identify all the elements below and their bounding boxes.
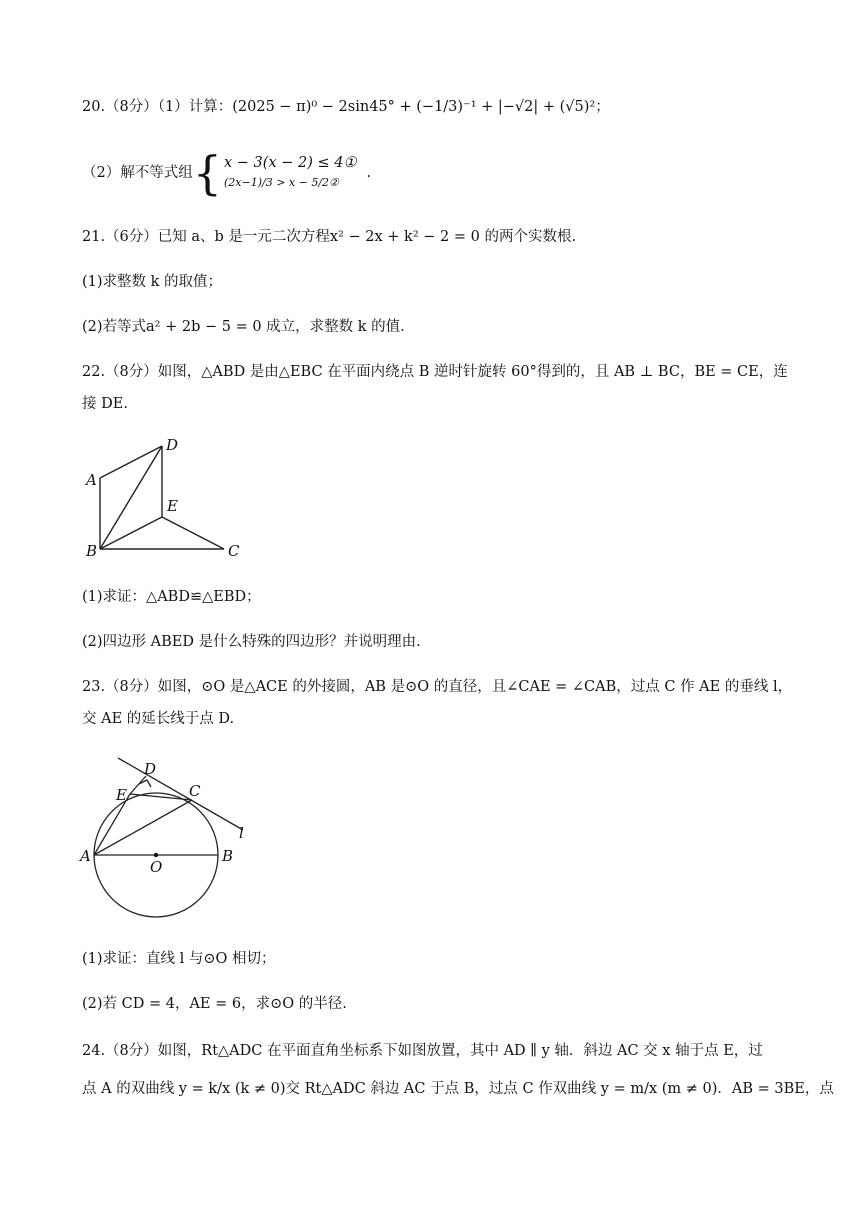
q20-part2-suffix: . [366,165,372,181]
q21-stem: 21.（6分）已知 a、b 是一元二次方程x² − 2x + k² − 2 = 0 的两个实数根. [82,229,577,245]
q23-figure [78,752,258,922]
extension-ad [130,776,146,794]
q23-part1: (1)求证：直线 l 与⊙O 相切； [82,951,276,967]
left-brace-icon: { [192,146,223,200]
q20-part1: 20.（8分）（1）计算：(2025 − π)⁰ − 2sin45° + (−1/3)⁻¹ + |−√2| + (√5)²； [82,99,610,115]
label-l: l [239,824,244,842]
line-l [118,758,243,830]
q22-part2: (2)四边形 ABED 是什么特殊的四边形？并说明理由. [82,634,421,650]
label-a: A [86,471,97,489]
label-e: E [167,497,178,515]
q23-stem-line2: 交 AE 的延长线于点 D. [82,711,235,727]
label-a: A [80,847,91,865]
label-c: C [189,782,201,800]
q22-figure [80,430,250,565]
q24-stem-line1: 24.（8分）如图，Rt△ADC 在平面直角坐标系下如图放置，其中 AD ∥ y 轴．斜边 AC 交 x 轴于点 E，过 [82,1043,763,1059]
label-d: D [144,760,157,778]
q23-part2: (2)若 CD = 4，AE = 6，求⊙O 的半径. [82,996,347,1012]
q20-part2-prefix: （2）解不等式组 [82,165,193,181]
segment-ec [162,517,224,549]
q24-stem-line2: 点 A 的双曲线 y = k/x (k ≠ 0)交 Rt△ADC 斜边 AC 于点 B，过点 C 作双曲线 y = m/x (m ≠ 0)．AB = 3BE，点 [82,1081,834,1097]
segment-ac [94,800,192,855]
q20-part2 [82,146,372,200]
q21-part2: (2)若等式a² + 2b − 5 = 0 成立，求整数 k 的值. [82,319,405,335]
q22-stem-line1: 22.（8分）如图，△ABD 是由△EBC 在平面内绕点 B 逆时针旋转 60°得到的，且 AB ⊥ BC，BE = CE，连 [82,364,788,380]
label-b: B [86,542,98,560]
q21-part1: (1)求整数 k 的取值； [82,274,223,290]
label-b: B [222,847,234,865]
inequality-2: (2x−1)/3 > x − 5/2② [224,176,339,189]
q22-stem-line2: 接 DE. [82,396,128,412]
label-e: E [116,786,127,804]
inequality-system [192,146,357,200]
q22-part1: (1)求证：△ABD≌△EBD； [82,589,261,605]
center-point-icon [154,853,158,857]
label-c: C [228,542,240,560]
q23-stem-line1: 23.（8分）如图，⊙O 是△ACE 的外接圆，AB 是⊙O 的直径，且∠CAE = ∠CAB，过点 C 作 AE 的垂线 l， [82,679,793,695]
label-o: O [150,858,163,876]
inequality-1: x − 3(x − 2) ≤ 4① [224,155,357,171]
label-d: D [166,436,179,454]
